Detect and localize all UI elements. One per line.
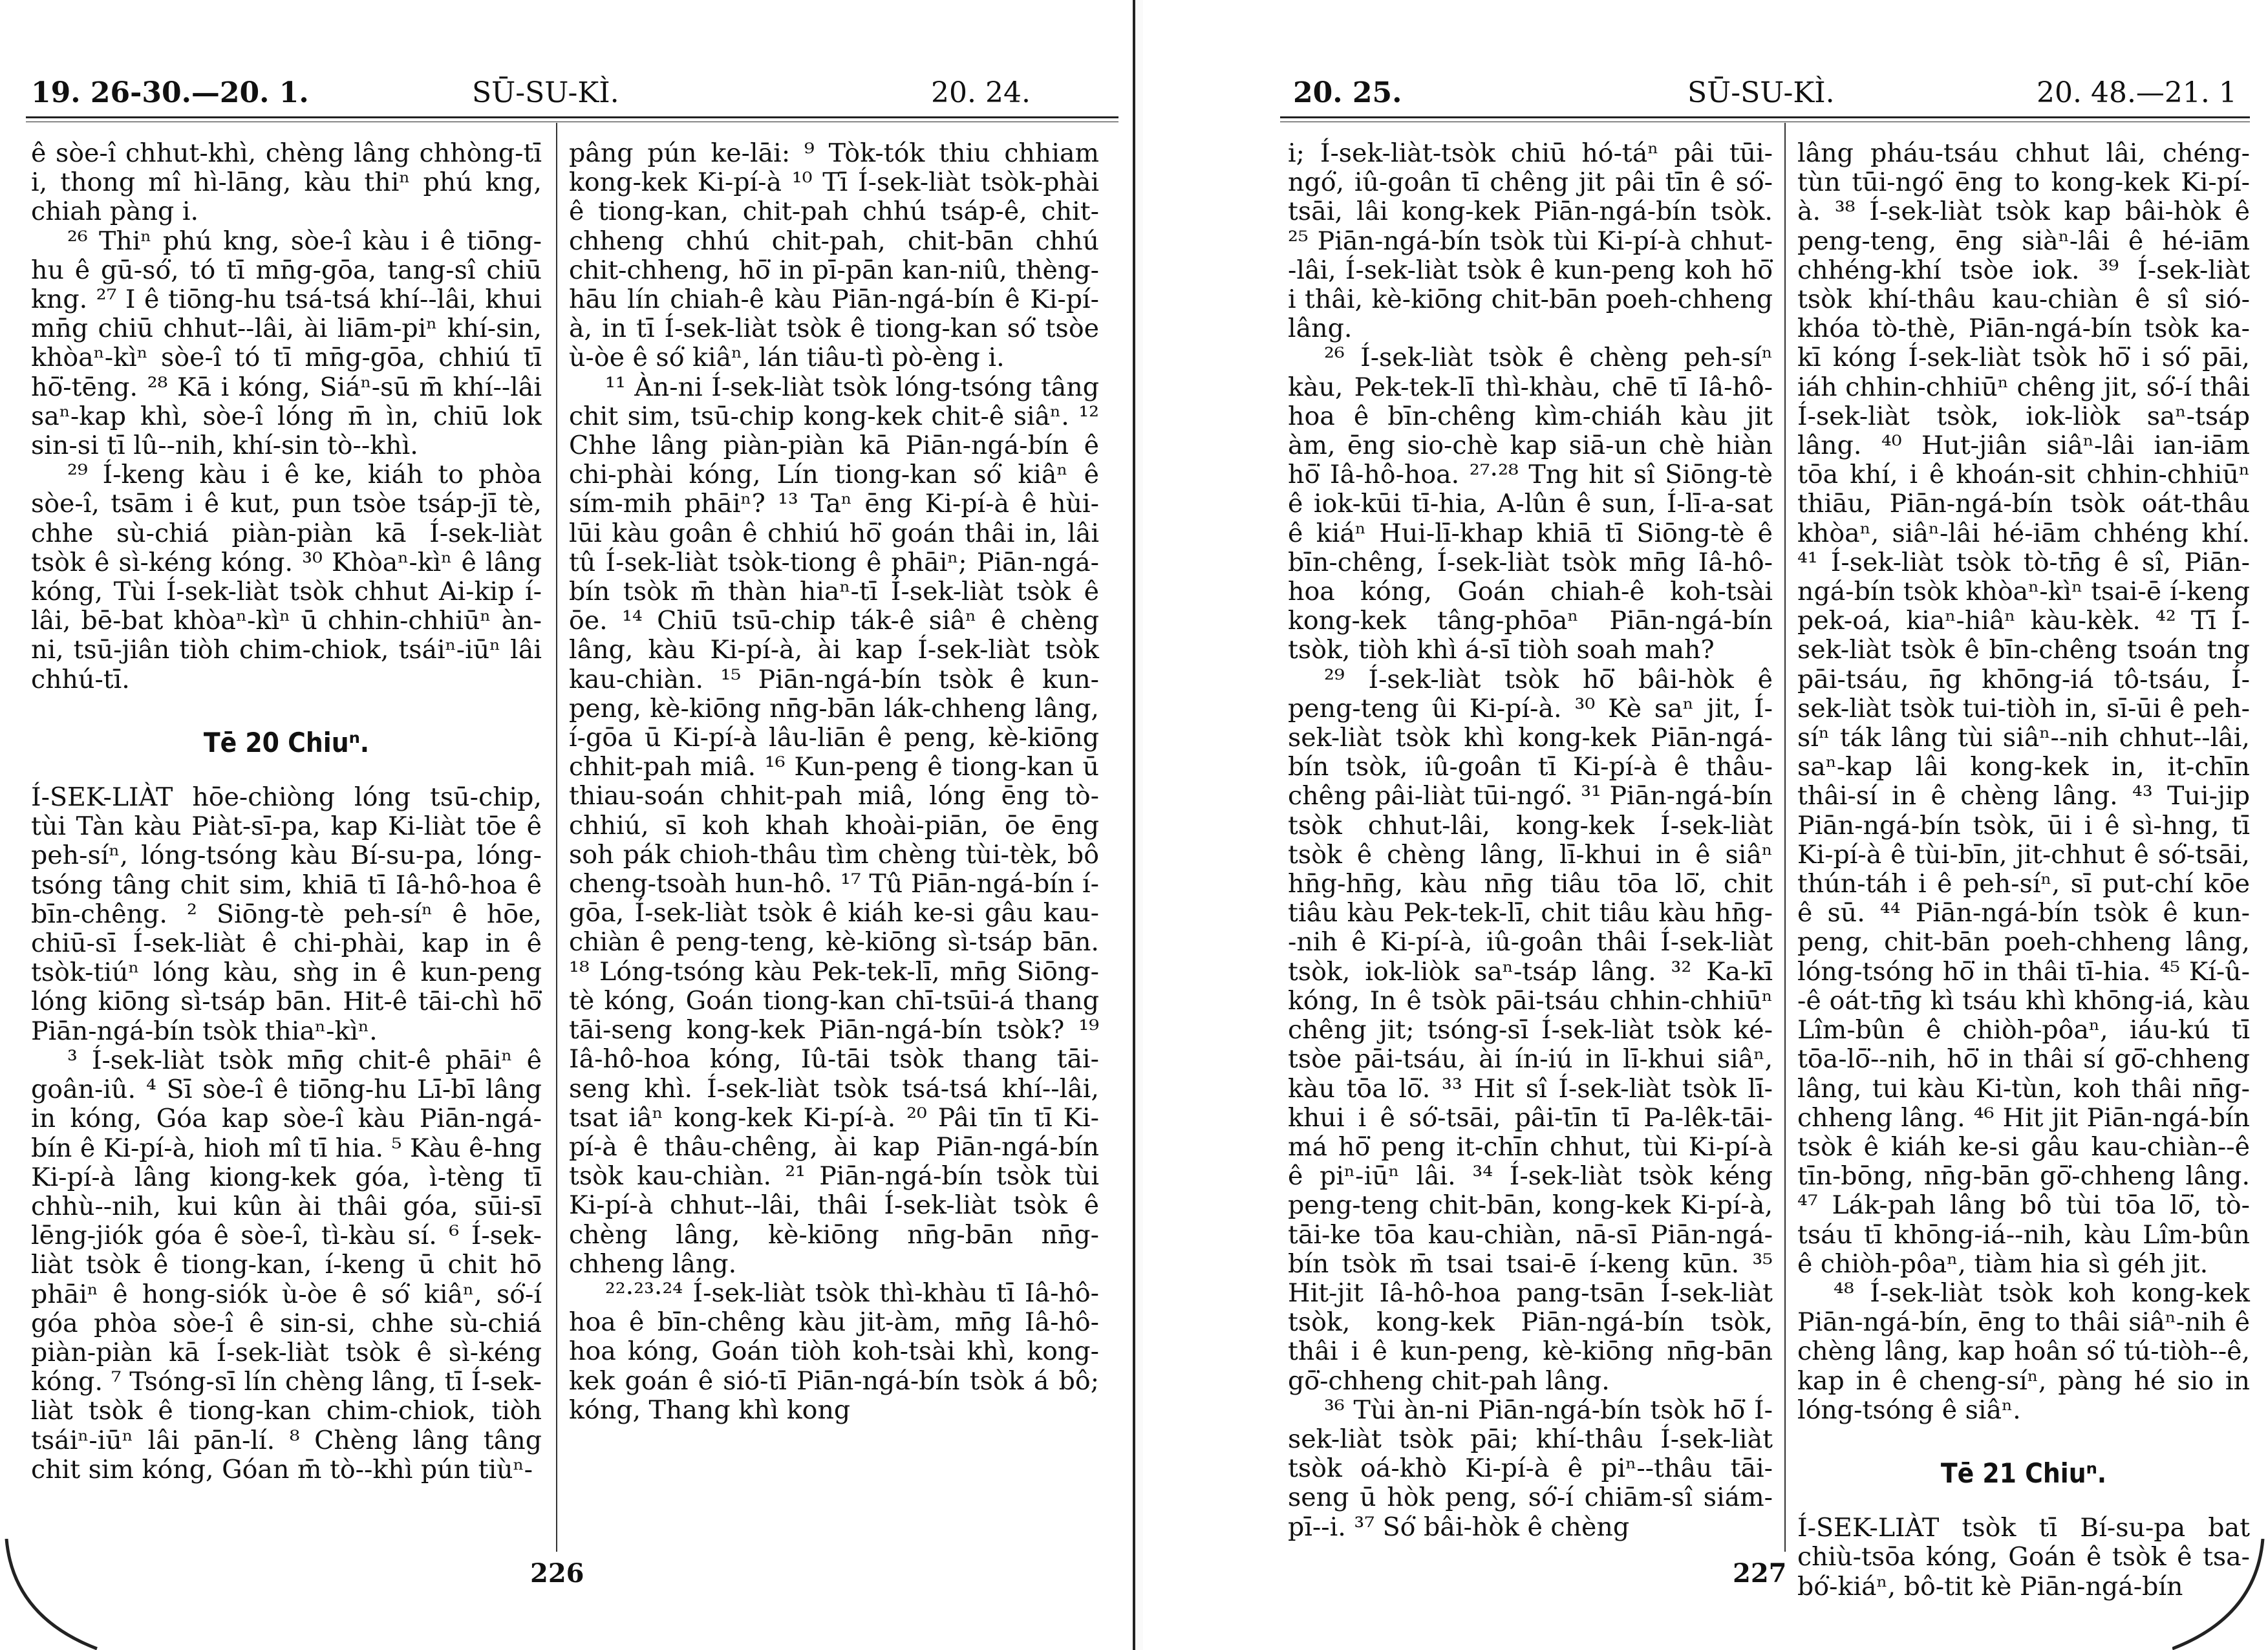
paragraph: ⁴⁸ Í-sek-liàt tsòk koh kong-kek Piān-ngá-bín, ēng to thâi siâⁿ-nih ê chèng lâng, kap hoân só͘ tú-tiòh--ê, kap in ê cheng-síⁿ, pàng hé sio in lóng-tsóng ê siâⁿ. [1797,1278,2250,1425]
chapter-opening-paragraph: Í-SEK-LIÀT tsòk tī Bí-su-pa bat chiù-tsōa kóng, Goán ê tsòk ê tsa-bó͘-kiáⁿ, bô-tit kè Piān-ngá-bín [1797,1513,2250,1602]
chapter-heading: Tē 21 Chiuⁿ. [1940,1457,2107,1489]
right-page-number: 227 [1733,1558,1787,1589]
left-column-2 [569,139,1099,1425]
right-column-divider [1784,123,1786,1552]
left-page [0,0,1131,1650]
left-page-number: 226 [530,1558,584,1589]
left-header-rule [26,116,1118,118]
left-header-book-title: SŪ-SU-KÌ. [472,76,619,109]
page-curl-left-corner [0,1539,103,1650]
paragraph: ³⁶ Tùi àn-ni Piān-ngá-bín tsòk hō͘ Í-sek-liàt tsòk pāi; khí-thâu Í-sek-liàt tsòk oá-khò Ki-pí-à ê piⁿ--thâu tāi-seng ū hòk peng, só͘-í chiām-sî siám-pī--i. ³⁷ Só͘ bâi-hòk ê chèng [1288,1395,1773,1542]
chapter-heading: Tē 20 Chiuⁿ. [203,726,370,758]
paragraph: ²⁶ Thiⁿ phú kng, sòe-î kàu i ê tiōng-hu ê gū-só͘, tó tī mn̄g-gōa, tang-sî chiū kng. ²⁷ I ê tiōng-hu tsá-tsá khí--lâi, khui mn̄g chiū chhut--lâi, ài liām-piⁿ khí-sin, khòaⁿ-kìⁿ sòe-î tó tī mn̄g-gōa, chhiú tī hō͘-tēng. ²⁸ Kā i kóng, Siáⁿ-sū m̄ khí--lâi saⁿ-kap khì, sòe-î lóng m̄ ìn, chiū lok sin-si tī lû--nih, khí-sin tò--khì. [31,226,542,461]
paragraph: ²²·²³·²⁴ Í-sek-liàt tsòk thì-khàu tī Iâ-hô-hoa ê bīn-chêng kàu jit-àm, mn̄g Iâ-hô-hoa kóng, Goán tiòh koh-tsài khì, kong-kek goán ê sió-tī Piān-ngá-bín tsòk á bô; kóng, Thang khì kong [569,1278,1099,1425]
right-header-book-title: SŪ-SU-KÌ. [1687,76,1835,109]
right-header-reference: 20. 25. [1293,76,1402,109]
paragraph: ³ Í-sek-liàt tsòk mn̄g chit-ê phāiⁿ ê goân-iû. ⁴ Sī sòe-î ê tiōng-hu Lī-bī lâng in kóng, Góa kap sòe-î kàu Piān-ngá-bín ê Ki-pí-à, hioh mî tī hia. ⁵ Kàu ê-hng Ki-pí-à lâng kiong-kek góa, ì-tèng tī chhù--nih, kui kûn ài thâi góa, sūi-sī lēng-jiók góa ê sòe-î, tì-kàu sí. ⁶ Í-sek-liàt tsòk ê tiong-kan, í-keng ū chit hō phāiⁿ ê hong-siók ù-òe ê só͘ kiâⁿ, só͘-í góa phòa sòe-î ê sin-si, chhe sù-chiá piàn-piàn kā Í-sek-liàt tsòk ê sì-kéng kóng. ⁷ Tsóng-sī lín chèng lâng, tī Í-sek-liàt tsòk ê tiong-kan chim-chiok, tiòh tsáiⁿ-iūⁿ lâi pān-lí. ⁸ Chèng lâng tâng chit sim kóng, Góan m̄ tò--khì pún tiùⁿ- [31,1045,542,1484]
paragraph: ²⁹ Í-keng kàu i ê ke, kiáh to phòa sòe-î, tsām i ê kut, pun tsòe tsáp-jī tè, chhe sù-chiá piàn-piàn kā Í-sek-liàt tsòk ê sì-kéng kóng. ³⁰ Khòaⁿ-kìⁿ ê lâng kóng, Tùi Í-sek-liàt tsòk chhut Ai-kip í-lâi, bē-bat khòaⁿ-kìⁿ ū chhin-chhiūⁿ àn-ni, tsū-jiân tiòh chim-chiok, tsáiⁿ-iūⁿ lâi chhú-tī. [31,460,542,694]
right-header-rule [1280,116,2250,118]
left-column-1 [31,139,542,1484]
paragraph: ²⁶ Í-sek-liàt tsòk ê chèng peh-síⁿ kàu, Pek-tek-lī thì-khàu, chē tī Iâ-hô-hoa ê bīn-chêng kìm-chiáh kàu jit àm, ēng sio-chè kap siā-un chè hiàn hō͘ Iâ-hô-hoa. ²⁷·²⁸ Tng hit sî Siōng-tè ê iok-kūi tī-hia, A-lûn ê sun, Í-lī-a-sat ê kiáⁿ Hui-lī-khap khiā tī Siōng-tè ê bīn-chêng, Í-sek-liàt tsòk mn̄g Iâ-hô-hoa kóng, Goán chiah-ê koh-tsài kong-kek tâng-phōaⁿ Piān-ngá-bín tsòk, tiòh khì á-sī tiòh soah mah? [1288,343,1773,665]
page-curl-right-corner [2172,1539,2268,1650]
paragraph: ¹¹ Àn-ni Í-sek-liàt tsòk lóng-tsóng tâng chit sim, tsū-chip kong-kek chit-ê siâⁿ. ¹² Chhe lâng piàn-piàn kā Piān-ngá-bín ê chi-phài kóng, Lín tiong-kan só͘ kiâⁿ ê sím-mih phāiⁿ? ¹³ Taⁿ ēng Ki-pí-à ê hùi-lūi kàu goân ê chhiú hō͘ goán thâi in, lâi tû Í-sek-liàt tsòk-tiong ê phāiⁿ; Piān-ngá-bín tsòk m̄ thàn hiaⁿ-tī Í-sek-liàt tsòk ê ōe. ¹⁴ Chiū tsū-chip ták-ê siâⁿ ê chèng lâng, kàu Ki-pí-à, ài kap Í-sek-liàt tsòk kau-chiàn. ¹⁵ Piān-ngá-bín tsòk ê kun-peng, kè-kiōng nn̄g-bān lák-chheng lâng, í-gōa ū Ki-pí-à lâu-liān ê peng, kè-kiōng chhit-pah miâ. ¹⁶ Kun-peng ê tiong-kan ū thiau-soán chhit-pah miâ, lóng ēng tò-chhiú, sī koh khah khoài-piān, ōe ēng soh pák chioh-thâu tìm chèng tùi-tèk, bô cheng-tsoàh hun-hô. ¹⁷ Tû Piān-ngá-bín í-gōa, Í-sek-liàt tsòk ê kiáh ke-si gâu kau-chiàn ê peng-teng, kè-kiōng sì-tsáp bān. ¹⁸ Lóng-tsóng kàu Pek-tek-lī, mn̄g Siōng-tè kóng, Goán tiong-kan chī-tsūi-á thang tāi-seng kong-kek Piān-ngá-bín tsòk? ¹⁹ Iâ-hô-hoa kóng, Iû-tāi tsòk thang tāi-seng khì. Í-sek-liàt tsòk tsá-tsá khí--lâi, tsat iâⁿ kong-kek Ki-pí-à. ²⁰ Pâi tīn tī Ki-pí-à ê thâu-chêng, ài kap Piān-ngá-bín tsòk kau-chiàn. ²¹ Piān-ngá-bín tsòk tùi Ki-pí-à chhut--lâi, thâi Í-sek-liàt tsòk ê chèng lâng, kè-kiōng nn̄g-bān nn̄g-chheng lâng. [569,372,1099,1279]
left-header-reference: 19. 26-30.—20. 1. [31,76,309,109]
right-column-2 [1797,139,2250,1602]
chapter-opening-paragraph: Í-SEK-LIÀT hōe-chiòng lóng tsū-chip, tùi Tàn kàu Piàt-sī-pa, kap Ki-liàt tōe ê peh-síⁿ, lóng-tsóng kàu Bí-su-pa, lóng-tsóng tâng chit sim, khiā tī Iâ-hô-hoa ê bīn-chêng. ² Siōng-tè peh-síⁿ ê hōe, chiū-sī Í-sek-liàt ê chi-phài, kap in ê tsòk-tiúⁿ lóng kàu, sǹg in ê kun-peng lóng kiōng sì-tsáp bān. Hit-ê tāi-chì hō͘ Piān-ngá-bín tsòk thiaⁿ-kìⁿ. [31,782,542,1046]
right-header-end-reference: 20. 48.—21. 1 [2037,76,2237,109]
paragraph: lâng pháu-tsáu chhut lâi, chéng-tùn tūi-ngó͘ ēng to kong-kek Ki-pí-à. ³⁸ Í-sek-liàt tsòk kap bâi-hòk ê peng-teng, ēng siàⁿ-lâi ê hé-iām chhéng-khí tsòe iok. ³⁹ Í-sek-liàt tsòk khí-thâu kau-chiàn ê sî sió-khóa tò-thè, Piān-ngá-bín tsòk ka-kī kóng Í-sek-liàt tsòk hō͘ i só͘ pāi, iáh chhin-chhiūⁿ chêng jit, só͘-í thâi Í-sek-liàt tsòk, iok-liòk saⁿ-tsáp lâng. ⁴⁰ Hut-jiân siâⁿ-lâi ian-iām tōa khí, i ê khoán-sit chhin-chhiūⁿ thiāu, Piān-ngá-bín tsòk oát-thâu khòaⁿ, siâⁿ-lâi hé-iām chhéng khí. ⁴¹ Í-sek-liàt tsòk tò-tn̄g ê sî, Piān-ngá-bín tsòk khòaⁿ-kìⁿ tsai-ē í-keng pek-oá, kiaⁿ-hiâⁿ kàu-kèk. ⁴² Tī Í-sek-liàt tsòk ê bīn-chêng tsoán tng pāi-tsáu, n̄g khōng-iá tô-tsáu, Í-sek-liàt tsòk tui-tiòh in, sī-ūi ê peh-síⁿ ták lâng tùi siâⁿ--nih chhut--lâi, saⁿ-kap lâi kong-kek in, it-chīn thâi-sí in ê chèng lâng. ⁴³ Tui-jip Piān-ngá-bín tsòk, ūi i ê sì-hng, tī Ki-pí-à ê tùi-bīn, jit-chhut ê só͘-tsāi, thún-táh i ê peh-síⁿ, sī put-chí kōe ê sū. ⁴⁴ Piān-ngá-bín tsòk ê kun-peng, chit-bān poeh-chheng lâng, lóng-tsóng hō͘ in thâi tī-hia. ⁴⁵ Kí-û--ê oát-tn̄g kì tsáu khì khōng-iá, kàu Lîm-bûn ê chiòh-pôaⁿ, iáu-kú tī tōa-lō͘--nih, hō͘ in thâi sí gō͘-chheng lâng, tui kàu Ki-tùn, koh thâi nn̄g-chheng lâng. ⁴⁶ Hit jit Piān-ngá-bín tsòk ê kiáh ke-si gâu kau-chiàn--ê tīn-bōng, nn̄g-bān gō͘-chheng lâng. ⁴⁷ Lák-pah lâng bô tùi tōa lō͘, tò-tsáu tī khōng-iá--nih, kàu Lîm-bûn ê chiòh-pôaⁿ, tiàm hia sì géh jit. [1797,138,2250,1279]
paragraph: ê sòe-î chhut-khì, chèng lâng chhòng-tī i, thong mî hì-lāng, kàu thiⁿ phú kng, chiah pàng i. [31,138,542,227]
paragraph: ²⁹ Í-sek-liàt tsòk hō͘ bâi-hòk ê peng-teng ûi Ki-pí-à. ³⁰ Kè saⁿ jit, Í-sek-liàt tsòk khì kong-kek Piān-ngá-bín tsòk, iû-goân tī Ki-pí-à ê thâu-chêng pâi-liàt tūi-ngó͘. ³¹ Piān-ngá-bín tsòk chhut-lâi, kong-kek Í-sek-liàt tsòk ê chèng lâng, lī-khui in ê siâⁿ hn̄g-hn̄g, kàu nn̄g tiâu tōa lō͘, chit tiâu kàu Pek-tek-lī, chit tiâu kàu hn̄g--nih ê Ki-pí-à, iû-goân thâi Í-sek-liàt tsòk, iok-liòk saⁿ-tsáp lâng. ³² Ka-kī kóng, In ê tsòk pāi-tsáu chhin-chhiūⁿ chêng jit; tsóng-sī Í-sek-liàt tsòk ké-tsòe pāi-tsáu, ài ín-iú in lī-khui siâⁿ, kàu tōa lō͘. ³³ Hit sî Í-sek-liàt tsòk lī-khui i ê só͘-tsāi, pâi-tīn tī Pa-lêk-tāi-má hō͘ peng it-chīn chhut, tùi Ki-pí-à ê piⁿ-iūⁿ lâi. ³⁴ Í-sek-liàt tsòk kéng peng-teng chit-bān, kong-kek Ki-pí-à, tāi-ke tōa kau-chiàn, nā-sī Piān-ngá-bín tsòk m̄ tsai tsai-ē í-keng kūn. ³⁵ Hit-jit Iâ-hô-hoa pang-tsān Í-sek-liàt tsòk, kong-kek Piān-ngá-bín tsòk, thâi i ê kun-peng, kè-kiōng nn̄g-bān gō͘-chheng chit-pah lâng. [1288,664,1773,1396]
left-header-end-reference: 20. 24. [931,76,1031,109]
right-column-1 [1288,139,1773,1542]
paragraph: i; Í-sek-liàt-tsòk chiū hó-táⁿ pâi tūi-ngó͘, iû-goân tī chêng jit pâi tīn ê só͘-tsāi, lâi kong-kek Piān-ngá-bín tsòk. ²⁵ Piān-ngá-bín tsòk tùi Ki-pí-à chhut--lâi, Í-sek-liàt tsòk ê kun-peng koh hō͘ i thâi, kè-kiōng chit-bān poeh-chheng lâng. [1288,138,1773,344]
paragraph: pâng pún ke-lāi: ⁹ Tòk-tók thiu chhiam kong-kek Ki-pí-à ¹⁰ Tī Í-sek-liàt tsòk-phài ê tiong-kan, chit-pah chhú tsáp-ê, chit-chheng chhú chit-pah, chit-bān chhú chit-chheng, hō͘ in pī-pān kan-niû, thèng-hāu lín chiah-ê kàu Piān-ngá-bín ê Ki-pí-à, in tī Í-sek-liàt tsòk ê tiong-kan só͘ tsòe ù-òe ê só͘ kiâⁿ, lán tiâu-tì pò-èng i. [569,138,1099,373]
left-column-divider [556,123,557,1552]
right-page [1138,0,2268,1650]
